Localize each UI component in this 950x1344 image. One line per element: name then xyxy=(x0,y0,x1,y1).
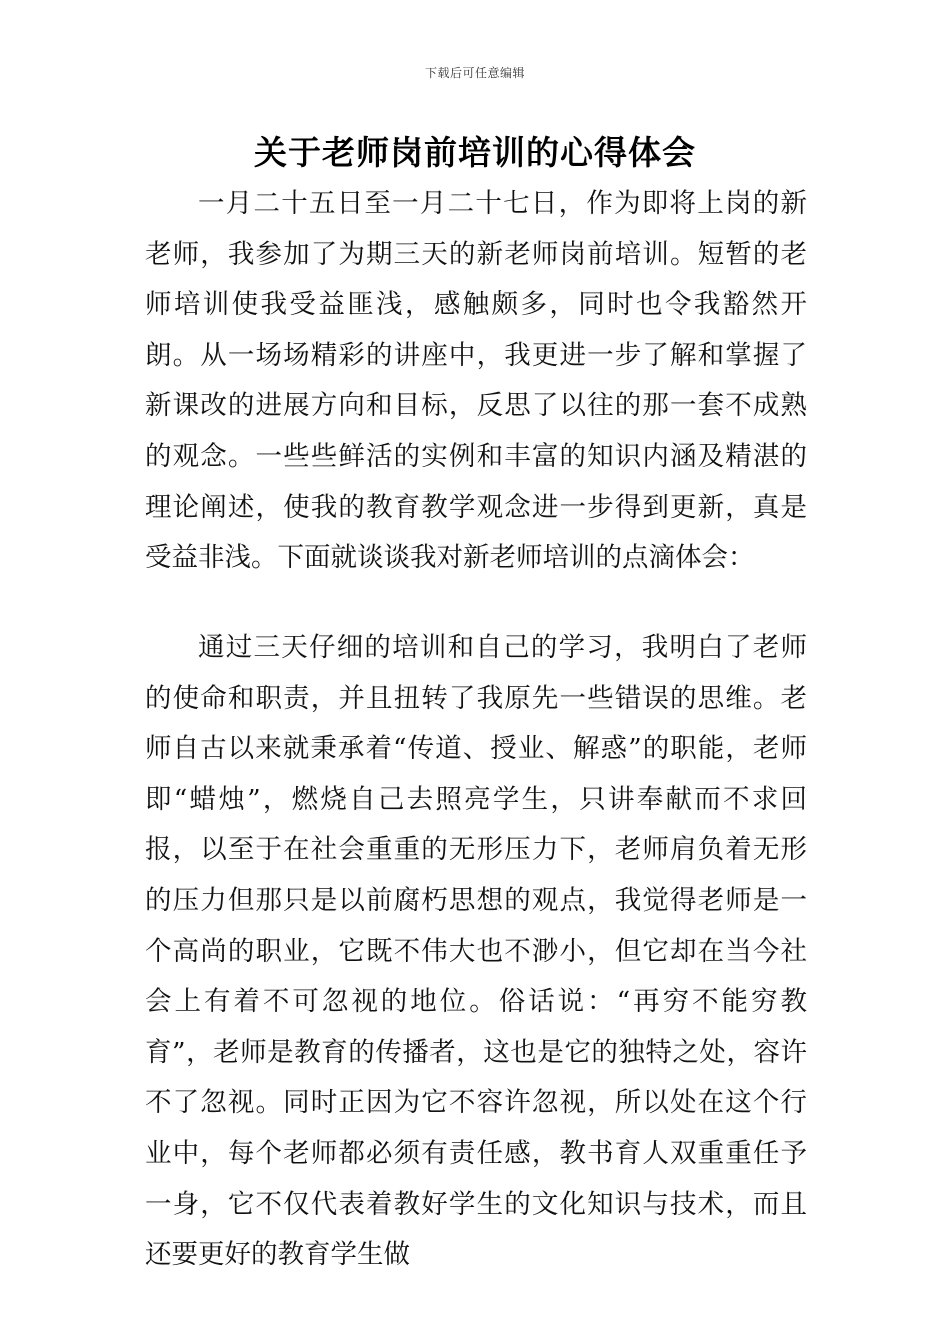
header-note: 下载后可任意编辑 xyxy=(424,66,525,80)
paragraph-2: 通过三天仔细的培训和自己的学习，我明白了老师的使命和职责，并且扭转了我原先一些错误的思维。老师自古以来就秉承着“传道、授业、解惑”的职能，老师即“蜡烛”，燃烧自己去照亮学生，只讲奉献而不求回报，以至于在社会重重的无形压力下，老师肩负着无形的压力但那只是以前腐朽思想的观点，我觉得老师是一个高尚的职业，它既不伟大也不渺小，但它却在当今社会上有着不可忽视的地位。俗话说：“再穷不能穷教育”，老师是教育的传播者，这也是它的独特之处，容许不了忽视。同时正因为它不容许忽视，所以处在这个行业中，每个老师都必须有责任感，教书育人双重重任予一身，它不仅代表着教好学生的文化知识与技术，而且还要更好的教育学生做 xyxy=(145,632,807,1271)
document-title: 关于老师岗前培训的心得体会 xyxy=(254,133,696,172)
paragraph-1: 一月二十五日至一月二十七日，作为即将上岗的新老师，我参加了为期三天的新老师岗前培训。短暂的老师培训使我受益匪浅，感触颇多，同时也令我豁然开朗。从一场场精彩的讲座中，我更进一步了解和掌握了新课改的进展方向和目标，反思了以往的那一套不成熟的观念。一些些鲜活的实例和丰富的知识内涵及精湛的理论阐述，使我的教育教学观念进一步得到更新，真是受益非浅。下面就谈谈我对新老师培训的点滴体会： xyxy=(145,188,807,574)
